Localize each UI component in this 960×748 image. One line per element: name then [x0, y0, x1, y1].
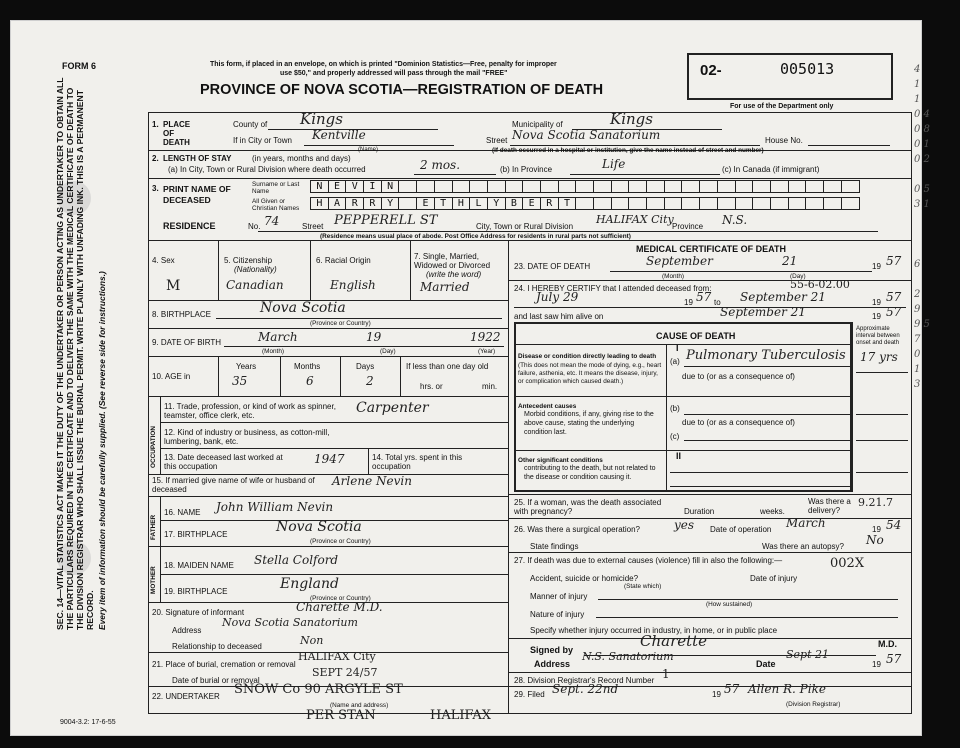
age-years-label: Years [236, 362, 257, 371]
city-value: Kentville [312, 128, 366, 142]
name-letter-box [700, 181, 718, 192]
name-letter-box [399, 181, 417, 192]
stay-province-value: Life [602, 157, 626, 171]
weeks-label: weeks. [760, 507, 785, 516]
attended-from: July 29 [536, 290, 579, 304]
md-label: M.D. [878, 639, 897, 649]
margin-code: 9 5 [914, 319, 930, 330]
last-worked-value: 1947 [314, 452, 345, 466]
name-letter-box [700, 198, 718, 209]
due-to-a: due to (or as a consequence of) [682, 372, 795, 381]
residence-no-value: 74 [264, 214, 280, 228]
cause-title: CAUSE OF DEATH [656, 331, 736, 341]
dob-month: March [258, 330, 298, 344]
name-letter-box: R [541, 198, 559, 209]
min-label: min. [482, 382, 498, 391]
dob-year-sub: (Year) [478, 348, 496, 355]
mother-birthplace-sub: (Province or Country) [310, 595, 371, 602]
name-letter-box [541, 181, 559, 192]
name-letter-box [629, 198, 647, 209]
county-label: County of [233, 120, 268, 129]
from-year: 57 [696, 290, 712, 304]
residence-note: (Residence means usual place of abode. Post Office Address for residents in rural parts not sufficient) [320, 233, 631, 240]
sig-year: 57 [886, 652, 902, 666]
margin-code: 0 8 [914, 124, 930, 135]
surgical-value: yes [674, 518, 695, 532]
violence-code: 002X [830, 556, 865, 571]
margin-code: 1 [914, 364, 921, 375]
to-label: to [714, 298, 721, 307]
certify-code: 55-6-02.00 [790, 278, 850, 291]
dept-use-note: For use of the Department only [730, 103, 834, 110]
how-sustained: (How sustained) [706, 601, 753, 608]
margin-code: 0 [914, 349, 921, 360]
father-birthplace-value: Nova Scotia [276, 519, 362, 535]
margin-code: 0 5 [914, 184, 930, 195]
burial-place-value: HALIFAX City [298, 650, 376, 663]
state-which: (State which) [624, 583, 662, 590]
name-letter-box [718, 198, 736, 209]
op-date-label: Date of operation [710, 525, 772, 534]
residence-no-label: No. [248, 222, 261, 231]
name-letter-box [612, 198, 630, 209]
page-title: PROVINCE OF NOVA SCOTIA—REGISTRATION OF DEATH [200, 82, 604, 98]
cause-a-label: (a) [670, 357, 680, 366]
racial-origin-label: 6. Racial Origin [316, 256, 371, 265]
cause-b-label: (b) [670, 404, 680, 413]
filed-value: Sept. 22nd [552, 682, 619, 696]
name-letter-box [682, 181, 700, 192]
informant-address-label: Address [172, 626, 202, 635]
sig-date-value: Sept 21 [786, 648, 830, 661]
name-letter-box [435, 181, 453, 192]
less-than-day-label: If less than one day old [406, 362, 489, 371]
manner-label: Manner of injury [530, 592, 588, 601]
total-years-label: 14. Total yrs. spent in this occupation [372, 453, 463, 471]
last-saw-year-prefix: 19 [872, 312, 881, 321]
racial-origin-value: English [330, 278, 376, 292]
certify-label: 24. I HEREBY CERTIFY that I attended deceased from: [514, 284, 712, 293]
margin-code: 0 1 [914, 139, 930, 150]
last-saw-year: 57 [886, 305, 902, 319]
name-letter-box: E [523, 198, 541, 209]
s2-number: 2. [152, 154, 159, 163]
filed-label: 29. Filed [514, 690, 545, 699]
marital-value: Married [420, 280, 470, 294]
sex-value: M [166, 278, 181, 294]
informant-value: Charette M.D. [296, 600, 383, 614]
name-letter-box [736, 181, 754, 192]
name-letter-box [665, 198, 683, 209]
spouse-value: Arlene Nevin [332, 474, 412, 488]
interval-label: Approximate interval between onset and death [856, 326, 900, 346]
to-year-prefix: 19 [872, 298, 881, 307]
pregnancy-label: 25. If a woman, was the death associated with pregnancy? [514, 498, 662, 516]
violence-label: 27. If death was due to external causes (violence) fill in also the following:— [514, 556, 783, 565]
duration-label: Duration [684, 507, 715, 516]
stay-canada-label: (c) In Canada (if immigrant) [722, 165, 820, 174]
registrar-signature: Allen R. Pike [748, 682, 826, 696]
name-letter-box [453, 181, 471, 192]
length-of-stay-label: LENGTH OF STAY [163, 154, 232, 163]
relationship-label: Relationship to deceased [172, 642, 262, 651]
spouse-label: 15. If married give name of wife or husband of deceased [152, 476, 315, 494]
name-letter-box [629, 181, 647, 192]
undertaker-value: SNOW Co 90 ARGYLE ST [234, 682, 403, 697]
name-letter-box [665, 181, 683, 192]
name-letter-box [806, 181, 824, 192]
name-letter-box: L [470, 198, 488, 209]
mother-side-label: MOTHER [150, 566, 157, 594]
age-months-label: Months [294, 362, 321, 371]
name-letter-box [842, 181, 860, 192]
name-letter-box [824, 181, 842, 192]
industry-label: 12. Kind of industry or business, as cotton-mill, lumbering, bank, etc. [164, 428, 330, 446]
name-letter-box [594, 181, 612, 192]
name-letter-box [753, 181, 771, 192]
signed-by-label: Signed by [530, 645, 574, 655]
father-birthplace-sub: (Province or Country) [310, 538, 371, 545]
cause-a-value: Pulmonary Tuberculosis [686, 348, 846, 363]
margin-code: 3 [914, 379, 921, 390]
name-letter-box: H [453, 198, 471, 209]
name-letter-box: E [329, 181, 347, 192]
dod-month-sub: (Month) [662, 273, 685, 280]
age-years-value: 35 [232, 374, 248, 388]
dob-year: 1922 [470, 330, 501, 344]
given-names-grid [310, 197, 860, 210]
name-letter-box: H [311, 198, 329, 209]
specify-label: Specify whether injury occurred in industry, in home, or in public place [530, 626, 778, 635]
record-number-label: 28. Division Registrar's Record Number [514, 676, 655, 685]
filed-year: 57 [724, 682, 740, 696]
name-letter-box [523, 181, 541, 192]
occupation-side-label: OCCUPATION [150, 425, 157, 468]
father-birthplace-label: 17. BIRTHPLACE [164, 530, 228, 539]
name-letter-box: R [346, 198, 364, 209]
disease-note: (This does not mean the mode of dying, e.g., heart failure, asthenia, etc. It means the disease, injury, or complication which caused death.) [518, 362, 662, 385]
last-saw-label: and last saw him alive on [514, 312, 604, 321]
name-letter-box: E [417, 198, 435, 209]
print-name-label: PRINT NAME OF DECEASED [163, 184, 231, 205]
name-letter-box: R [364, 198, 382, 209]
mother-birthplace-value: England [280, 576, 340, 592]
citizenship-sub: (Nationality) [234, 265, 277, 274]
marital-sub: (write the word) [426, 270, 482, 279]
form-code: 9004-3.2: 17-6-55 [60, 719, 116, 726]
name-letter-box [399, 198, 417, 209]
side-main-text: SEC. 14—VITAL STATISTICS ACT MAKES IT THE DUTY OF THE UNDERTAKER OR PERSON ACTING AS UNDERTAKER TO OBTAIN ALL THE PARTICULARS REQUIRED IN THE CERTIFICATE AND TO DELIVER THE SAME WITH THE MEDICAL CERTIFICATE OF DEATH TO THE DIVISION REGISTRAR WHO SHALL ISSUE THE BURIAL PERMIT. WRITE PLAINLY WITH UNFADING INK. THIS IS A PERMANENT RECORD. [55, 77, 95, 630]
sig-year-prefix: 19 [872, 660, 881, 669]
name-letter-box: T [559, 198, 577, 209]
margin-code: 6 [914, 259, 921, 270]
dod-day: 21 [782, 254, 798, 268]
house-label: House No. [765, 136, 803, 145]
sig-address-value: N.S. Sanatorium [582, 650, 674, 663]
dod-day-sub: (Day) [790, 273, 806, 280]
name-letter-box [417, 181, 435, 192]
name-letter-box [647, 198, 665, 209]
margin-code: 0 2 [914, 154, 930, 165]
name-letter-box [789, 198, 807, 209]
s1-number: 1. [152, 120, 159, 129]
burial-date-value: SEPT 24/57 [312, 666, 378, 679]
sex-label: 4. Sex [152, 256, 175, 265]
name-letter-box: N [382, 181, 400, 192]
antecedent-label: Antecedent causes [518, 403, 577, 410]
city-label: If in City or Town [233, 136, 292, 145]
mother-name-value: Stella Colford [254, 553, 339, 567]
accident-label: Accident, suicide or homicide? [530, 574, 639, 583]
notice-line-2: use $50," and properly addressed will pass through the mail "FREE" [280, 70, 508, 77]
name-letter-box: B [506, 198, 524, 209]
citizenship-value: Canadian [226, 278, 284, 292]
age-months-value: 6 [306, 374, 314, 388]
informant-label: 20. Signature of informant [152, 608, 245, 617]
name-letter-box [806, 198, 824, 209]
margin-code: 0 4 [914, 109, 930, 120]
sig-date-label: Date [756, 659, 776, 669]
dob-label: 9. DATE OF BIRTH [152, 338, 222, 347]
dod-month: September [646, 254, 713, 268]
trade-label: 11. Trade, profession, or kind of work as spinner, teamster, office clerk, etc. [164, 402, 336, 420]
filed-year-prefix: 19 [712, 690, 721, 699]
autopsy-label: Was there an autopsy? [762, 542, 844, 551]
age-days-label: Days [356, 362, 375, 371]
cause-part-i: I [676, 343, 679, 353]
residence-province-label: Province [672, 222, 704, 231]
dob-day: 19 [366, 330, 382, 344]
burial-date-label: Date of burial or removal [172, 676, 260, 685]
op-date-value: March [786, 516, 826, 530]
registrar-sub: (Division Registrar) [786, 701, 841, 708]
dob-day-sub: (Day) [380, 348, 396, 355]
op-year: 54 [886, 518, 902, 532]
to-year: 57 [886, 290, 902, 304]
mother-name-label: 18. MAIDEN NAME [164, 561, 234, 570]
reg-prefix: 02- [700, 62, 722, 79]
birthplace-value: Nova Scotia [260, 300, 346, 316]
name-letter-box [576, 181, 594, 192]
margin-code: 7 [914, 334, 921, 345]
antecedent-note: Morbid conditions, if any, giving rise to the above cause, stating the underlying condition last. [524, 411, 654, 436]
stay-city-value: 2 mos. [420, 158, 461, 172]
undertaker-sub: (Name and address) [330, 702, 389, 709]
autopsy-value: No [866, 533, 884, 547]
undertaker-label: 22. UNDERTAKER [152, 692, 220, 701]
name-letter-box [771, 181, 789, 192]
burial-place-label: 21. Place of burial, cremation or removal [152, 660, 296, 669]
residence-street-value: PEPPERELL ST [334, 213, 438, 228]
notice-line-1: This form, if placed in an envelope, on which is printed "Dominion Statistics—Free, penalty for improper [210, 61, 557, 68]
form-number: FORM 6 [62, 61, 97, 71]
margin-code: 1 [914, 79, 921, 90]
name-letter-box: A [329, 198, 347, 209]
other-conditions-label: Other significant conditions [518, 457, 603, 464]
dod-year: 57 [886, 254, 902, 268]
residence-province-value: N.S. [722, 213, 748, 227]
relationship-value: Non [300, 634, 324, 647]
nature-label: Nature of injury [530, 610, 585, 619]
cause-part-ii: II [676, 451, 682, 461]
reg-number: 005013 [780, 60, 835, 78]
signed-by-value: Charette [640, 632, 708, 650]
name-letter-box: Y [382, 198, 400, 209]
name-letter-box [594, 198, 612, 209]
name-letter-box [506, 181, 524, 192]
surgical-label: 26. Was there a surgical operation? [514, 525, 640, 534]
municipality-value: Kings [610, 110, 653, 128]
sig-address-label: Address [534, 659, 571, 669]
institution-note: (If death occurred in a hospital or institution, give the name instead of street and number) [492, 147, 764, 154]
disease-label: Disease or condition directly leading to death [518, 353, 657, 360]
marital-label: 7. Single, Married, Widowed or Divorced [414, 252, 491, 270]
mother-birthplace-label: 19. BIRTHPLACE [164, 587, 228, 596]
name-letter-box: I [364, 181, 382, 192]
name-letter-box [753, 198, 771, 209]
stay-province-label: (b) In Province [500, 165, 553, 174]
place-of-death-label: PLACE OF DEATH [163, 120, 191, 147]
given-names-label: All Given or Christian Names [252, 198, 300, 212]
age-label: 10. AGE in [152, 372, 191, 381]
length-of-stay-sub: (in years, months and days) [252, 154, 351, 163]
municipality-label: Municipality of [512, 120, 563, 129]
name-letter-box: V [346, 181, 364, 192]
from-year-prefix: 19 [684, 298, 693, 307]
residence-label: RESIDENCE [163, 221, 216, 231]
father-name-label: 16. NAME [164, 508, 201, 517]
birthplace-sub: (Province or Country) [310, 320, 371, 327]
name-letter-box [718, 181, 736, 192]
residence-street-label: Street [302, 222, 324, 231]
name-letter-box [682, 198, 700, 209]
name-letter-box [771, 198, 789, 209]
name-letter-box [824, 198, 842, 209]
birthplace-label: 8. BIRTHPLACE [152, 310, 211, 319]
name-letter-box [612, 181, 630, 192]
residence-city-label: City, Town or Rural Division [476, 222, 574, 231]
name-letter-box [576, 198, 594, 209]
surname-label: Surname or Last Name [252, 181, 300, 195]
record-number-value: 1 [662, 667, 670, 681]
name-letter-box: Y [488, 198, 506, 209]
street-value: Nova Scotia Sanatorium [512, 128, 661, 142]
name-letter-box [488, 181, 506, 192]
cause-a-interval: 17 yrs [860, 350, 898, 364]
surname-grid [310, 180, 860, 193]
last-worked-label: 13. Date deceased last worked at this occupation [164, 453, 283, 471]
margin-code: 9 [914, 304, 921, 315]
name-letter-box: T [435, 198, 453, 209]
name-sublabel: (Name) [358, 147, 379, 153]
s3-number: 3. [152, 184, 159, 193]
due-to-b: due to (or as a consequence of) [682, 418, 795, 427]
name-letter-box [559, 181, 577, 192]
father-name-value: John William Nevin [216, 500, 334, 514]
other-conditions-note: contributing to the death, but not related to the disease or condition causing it. [524, 465, 656, 481]
informant-address-value: Nova Scotia Sanatorium [222, 616, 358, 629]
injury-date-label: Date of injury [750, 574, 798, 583]
delivery-label: Was there a delivery? [808, 497, 851, 515]
trade-value: Carpenter [356, 400, 429, 416]
residence-city-value: HALIFAX City [596, 213, 674, 226]
name-letter-box [789, 181, 807, 192]
side-instructions [55, 70, 135, 630]
medical-title: MEDICAL CERTIFICATE OF DEATH [636, 244, 786, 254]
hrs-label: hrs. or [420, 382, 443, 391]
state-findings-label: State findings [530, 542, 579, 551]
margin-code: 2 [914, 289, 921, 300]
name-letter-box: N [311, 181, 329, 192]
margin-code: 3 1 [914, 199, 930, 210]
attended-to: September 21 [740, 290, 826, 304]
name-letter-box [736, 198, 754, 209]
stay-city-label: (a) In City, Town or Rural Division where death occurred [168, 165, 366, 174]
name-letter-box [470, 181, 488, 192]
footer-handwriting-1: PER STAN [306, 708, 376, 723]
date-of-death-label: 23. DATE OF DEATH [514, 262, 591, 271]
side-footnote: Every item of information should be carefully supplied. (See reverse side for instructions.) [97, 271, 107, 630]
footer-handwriting-2: HALIFAX [430, 708, 492, 723]
margin-code: 1 [914, 94, 921, 105]
dod-year-prefix: 19 [872, 262, 881, 271]
citizenship-label: 5. Citizenship [224, 256, 273, 265]
delivery-value: 9.21.7 [858, 496, 893, 509]
dob-month-sub: (Month) [262, 348, 285, 355]
cause-c-label: (c) [670, 432, 680, 441]
name-letter-box [647, 181, 665, 192]
street-label: Street [486, 136, 508, 145]
name-letter-box [842, 198, 860, 209]
margin-code: 4 [914, 64, 921, 75]
last-saw-value: September 21 [720, 305, 806, 319]
age-days-value: 2 [366, 374, 374, 388]
father-side-label: FATHER [150, 514, 157, 540]
county-value: Kings [300, 110, 343, 128]
op-year-prefix: 19 [872, 525, 881, 534]
